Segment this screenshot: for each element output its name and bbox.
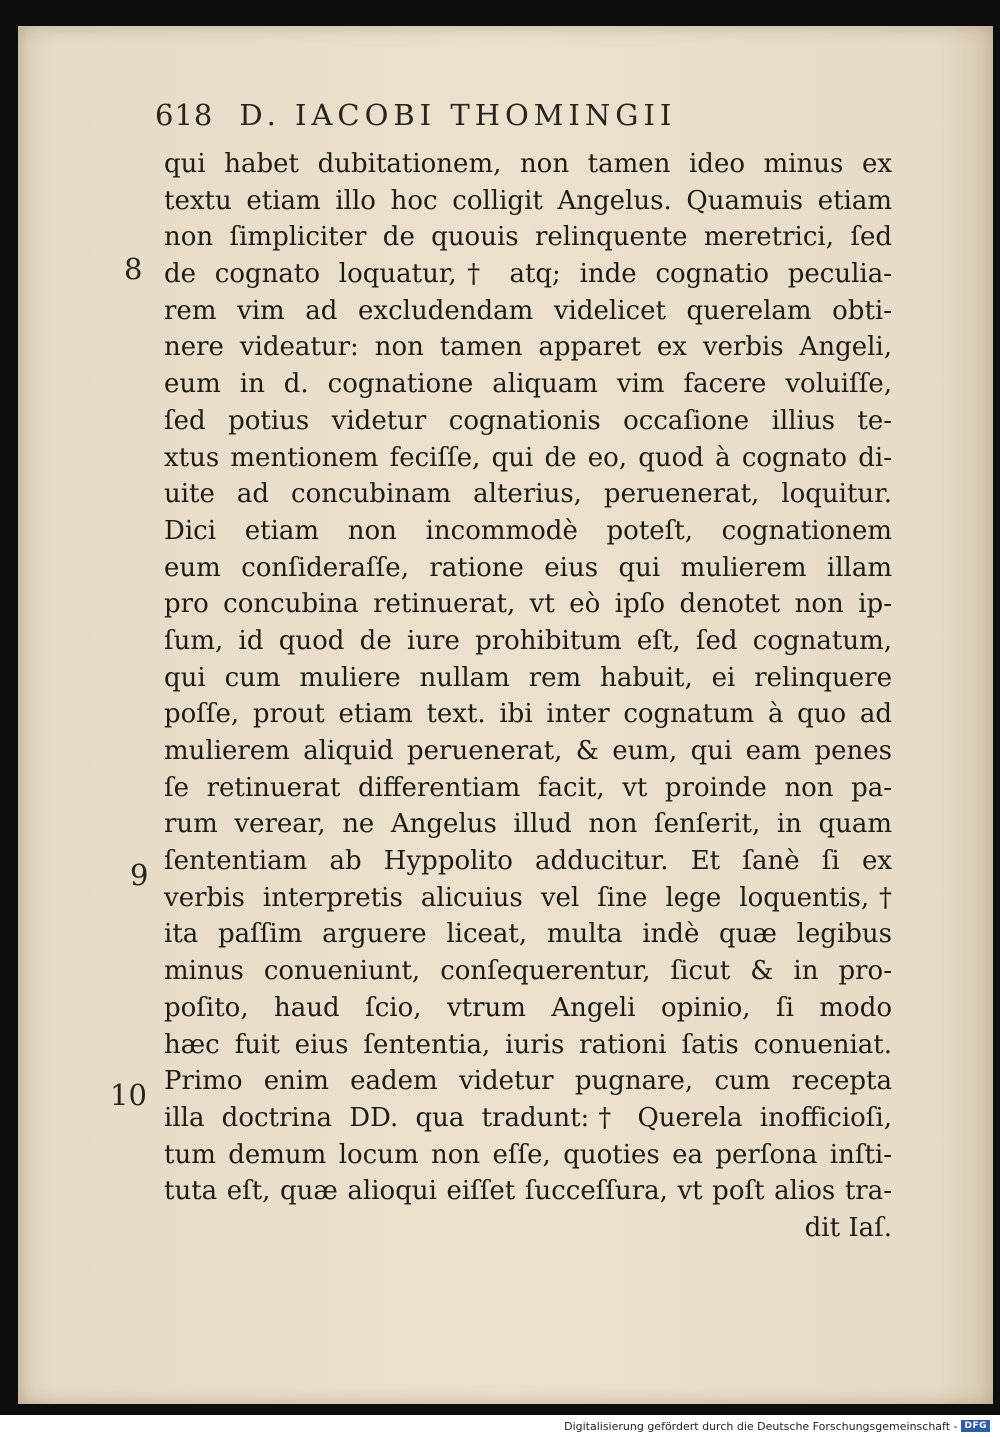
text-line: uite ad concubinam alterius, peruenerat, loquitur.: [164, 479, 892, 510]
text-line: mulierem aliquid peruenerat, & eum, qui eam penes: [164, 736, 892, 766]
text-line: poſſe, prout etiam text. ibi inter cognatum à quo ad: [164, 699, 892, 730]
text-line: non ſimpliciter de quouis relinquente meretrici, ſed: [164, 222, 892, 253]
text-line: ſententiam ab Hyppolito adducitur. Et ſanè ſi ex: [164, 846, 892, 877]
dfg-logo-icon: DFG: [961, 1420, 990, 1432]
margin-note-number: 9: [130, 858, 149, 892]
digitization-footer: [0, 1415, 1000, 1437]
text-line: rem vim ad excludendam videlicet querelam obti-: [164, 295, 892, 326]
text-line: nere videatur: non tamen apparet ex verbis Angeli,: [164, 332, 892, 363]
text-line: Primo enim eadem videtur pugnare, cum recepta: [164, 1066, 892, 1097]
text-line: qui habet dubitationem, non tamen ideo minus ex: [164, 149, 892, 179]
text-line: xtus mentionem feciſſe, qui de eo, quod à cognato di-: [164, 442, 892, 473]
text-line: Dici etiam non incommodè poteſt, cognationem: [164, 515, 892, 546]
text-line: pro concubina retinuerat, vt eò ipſo denotet non ip-: [164, 589, 892, 620]
running-header: [155, 98, 676, 132]
margin-note-number: 10: [110, 1078, 147, 1112]
text-line: ſum, id quod de iure prohibitum eſt, ſed cognatum,: [164, 625, 892, 656]
text-line: minus conueniunt, conſequerentur, ſicut & in pro-: [164, 956, 892, 987]
text-line: ſed potius videtur cognationis occaſione illius te-: [164, 405, 892, 436]
text-line: qui cum muliere nullam rem habuit, ei relinquere: [164, 662, 892, 693]
running-title: D. IACOBI THOMINGII: [239, 98, 677, 132]
page-number: 618: [155, 98, 214, 132]
text-line: verbis interpretis alicuius vel ſine lege loquentis,†: [164, 882, 892, 913]
text-line: eum in d. cognatione aliquam vim facere voluiſſe,: [164, 369, 892, 400]
text-line: hæc fuit eius ſententia, iuris rationi ſatis conueniat.: [164, 1029, 892, 1060]
body-text: [164, 146, 892, 1247]
text-line: de cognato loquatur,† atq; inde cognatio peculia-: [164, 259, 892, 290]
text-line: poſito, haud ſcio, vtrum Angeli opinio, ſi modo: [164, 992, 892, 1023]
text-line: tuta eſt, quæ alioqui eiſſet ſucceſſura, vt poſt alios tra-: [164, 1176, 892, 1207]
text-line: textu etiam illo hoc colligit Angelus. Quamuis etiam: [164, 185, 892, 216]
text-line: rum verear, ne Angelus illud non ſenſerit, in quam: [164, 809, 892, 840]
text-line: ita paſſim arguere liceat, multa indè quæ legibus: [164, 919, 892, 950]
text-line: tum demum locum non eſſe, quoties ea perſona inſti-: [164, 1139, 892, 1170]
text-line: ſe retinuerat differentiam facit, vt proinde non pa-: [164, 772, 892, 803]
margin-note-number: 8: [124, 252, 143, 286]
text-line: eum conſideraſſe, ratione eius qui mulierem illam: [164, 552, 892, 583]
funding-credit: Digitalisierung gefördert durch die Deutsche Forschungsgemeinschaft -: [564, 1419, 958, 1433]
text-line: illa doctrina DD. qua tradunt:† Querela inofficioſi,: [164, 1102, 892, 1133]
text-line-catchword: dit Iaſ.: [804, 1212, 892, 1243]
